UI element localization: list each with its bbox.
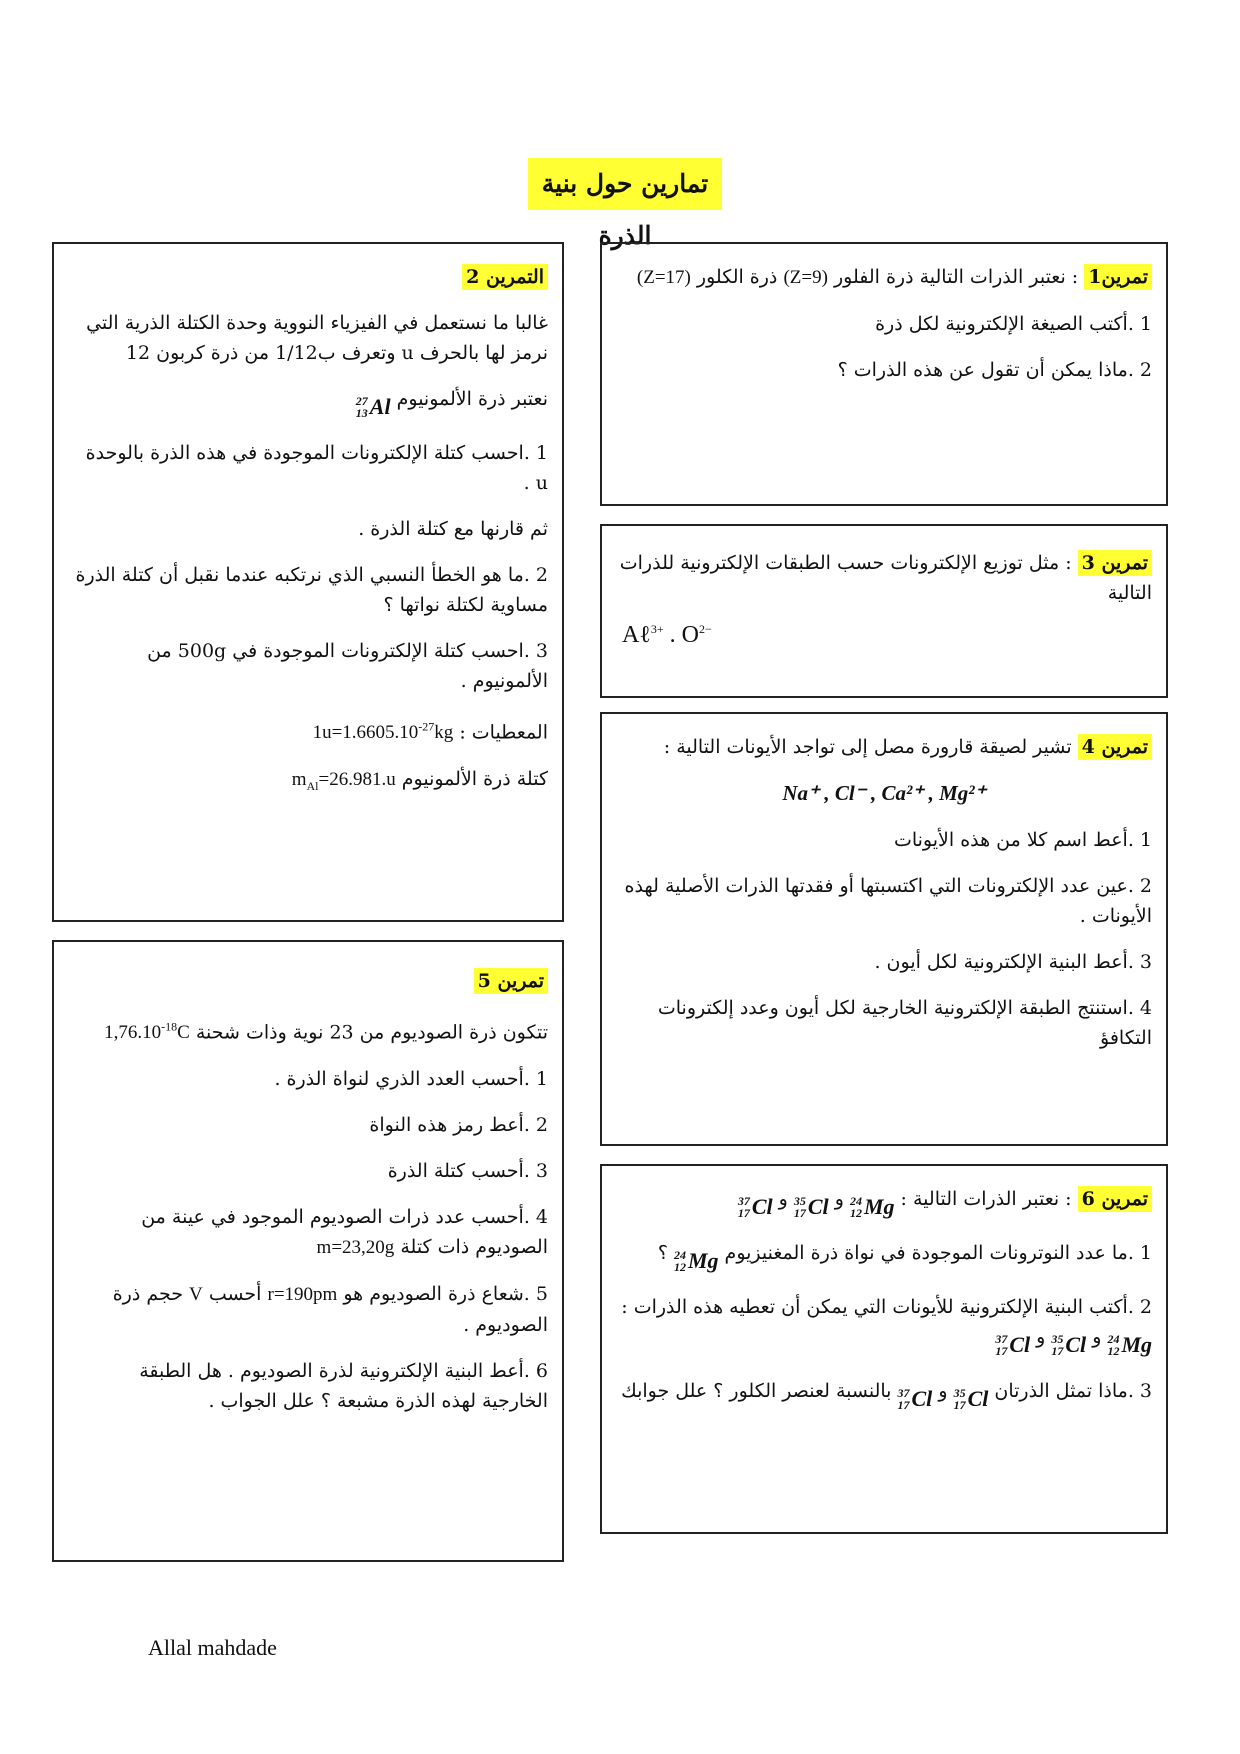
exercise-3-ions: Aℓ$^{3+}$ . $O^{2-}$ [622, 622, 712, 648]
exercise-3-heading: تمرين 3 [1078, 550, 1152, 576]
exercise-6-heading: تمرين 6 [1078, 1186, 1152, 1212]
exercise-5-box [52, 940, 564, 1562]
exercise-5-q4: 4 .أحسب عدد ذرات الصوديوم الموجود في عينة من الصوديوم ذات كتلة m=23,20g [141, 1206, 548, 1259]
exercise-1-box [600, 242, 1168, 506]
exercise-4-q3: 3 .أعط البنية الإلكترونية لكل أيون . [874, 951, 1152, 973]
exercise-1-q1: 1 .أكتب الصيغة الإلكترونية لكل ذرة [875, 313, 1152, 335]
exercise-2-given: المعطيات : $1u=1.6605.10^{-27}kg$ [312, 720, 548, 744]
exercise-5-q1: 1 .أحسب العدد الذري لنواة الذرة . [274, 1068, 548, 1091]
exercise-5-q5: 5 .شعاع ذرة الصوديوم هو r=190pm أحسب V حجم ذرة الصوديوم . [112, 1283, 548, 1337]
exercise-4-ions: Na⁺ , Cl⁻ , Ca²⁺ , Mg²⁺ [782, 781, 986, 805]
exercise-4-heading: تمرين 4 [1078, 734, 1152, 760]
exercise-1-intro: تمرين1 : نعتبر الذرات التالية ذرة الفلور (Z=9) ذرة الكلور (Z=17) [616, 262, 1152, 293]
exercise-2-p2: نعتبر ذرة الألمونيوم 27 13 Al [355, 388, 548, 420]
exercise-6-box [600, 1164, 1168, 1534]
exercise-1-q2: 2 .ماذا يمكن أن تقول عن هذه الذرات ؟ [837, 359, 1152, 381]
author-footer: Allal mahdade [148, 1635, 277, 1660]
exercise-4-text: تمرين 4 تشير لصيقة قارورة مصل إلى تواجد الأيونات التالية : [616, 732, 1152, 762]
exercise-2-q1: 1 .احسب كتلة الإلكترونات الموجودة في هذه الذرة بالوحدة u . [85, 442, 548, 494]
exercise-6-q3: 3 .ماذا تمثل الذرتان 35 17 Cl و 37 17 Cl بالنسبة لعنصر الكلور ؟ علل جوابك [621, 1380, 1152, 1412]
exercise-2-mass: كتلة ذرة الألمونيوم $m_{Al}=26.981.u$ [291, 768, 548, 794]
exercise-2-q2: 2 .ما هو الخطأ النسبي الذي نرتكبه عندما نقبل أن كتلة الذرة مساوية لكتلة نواتها ؟ [75, 564, 548, 616]
exercise-2-heading: التمرين 2 [462, 264, 548, 290]
page-title: تمارين حول بنية الذرة [528, 158, 722, 210]
exercise-3-box [600, 524, 1168, 698]
exercise-5-p1: تتكون ذرة الصوديوم من 23 نوية وذات شحنة $1,76.10^{-18}C$ [104, 1020, 548, 1044]
exercise-2-box [52, 242, 564, 922]
exercise-5-q2: 2 .أعط رمز هذه النواة [369, 1114, 548, 1137]
exercise-2-q3: 3 .احسب كتلة الإلكترونات الموجودة في 500g من الألمونيوم . [147, 640, 548, 692]
exercise-6-q1: 1 .ما عدد النوترونات الموجودة في نواة ذرة المغنيزيوم 24 12 Mg ؟ [657, 1242, 1152, 1274]
exercise-2-p1: غالبا ما نستعمل في الفيزياء النووية وحدة الكتلة الذرية التي نرمز لها بالحرف u وتعرف ب1/12 من ذرة كربون 12 [86, 312, 548, 364]
exercise-1-heading: تمرين1 [1084, 264, 1152, 290]
exercise-5-q3: 3 .أحسب كتلة الذرة [387, 1160, 548, 1183]
exercise-5-q6: 6 .أعط البنية الإلكترونية لذرة الصوديوم . هل الطبقة الخارجية لهذه الذرة مشبعة ؟ علل الجواب . [139, 1360, 548, 1413]
exercise-4-q1: 1 .أعط اسم كلا من هذه الأيونات [893, 829, 1152, 851]
exercise-2-q1b: ثم قارنها مع كتلة الذرة . [358, 518, 548, 540]
exercise-6-intro: تمرين 6 : نعتبر الذرات التالية : 24 12 Mg و 35 17 Cl و 37 17 Cl [616, 1184, 1152, 1222]
exercise-6-q2: 2 .أكتب البنية الإلكترونية للأيونات التي يمكن أن تعطيه هذه الذرات : 24 12 Mg و 35 17 Cl و 37 17 Cl [621, 1296, 1152, 1358]
exercise-5-heading: تمرين 5 [474, 968, 548, 994]
aluminium-isotope: 27 13 Al [355, 394, 391, 420]
exercise-4-q4: 4 .استنتج الطبقة الإلكترونية الخارجية لكل أيون وعدد إلكترونات التكافؤ [657, 997, 1152, 1049]
exercise-4-q2: 2 .عين عدد الإلكترونات التي اكتسبتها أو فقدتها الذرات الأصلية لهذه الأيونات . [624, 875, 1152, 927]
exercise-3-text: تمرين 3 : مثل توزيع الإلكترونات حسب الطبقات الإلكترونية للذرات التالية [619, 552, 1152, 604]
exercise-4-box [600, 712, 1168, 1146]
